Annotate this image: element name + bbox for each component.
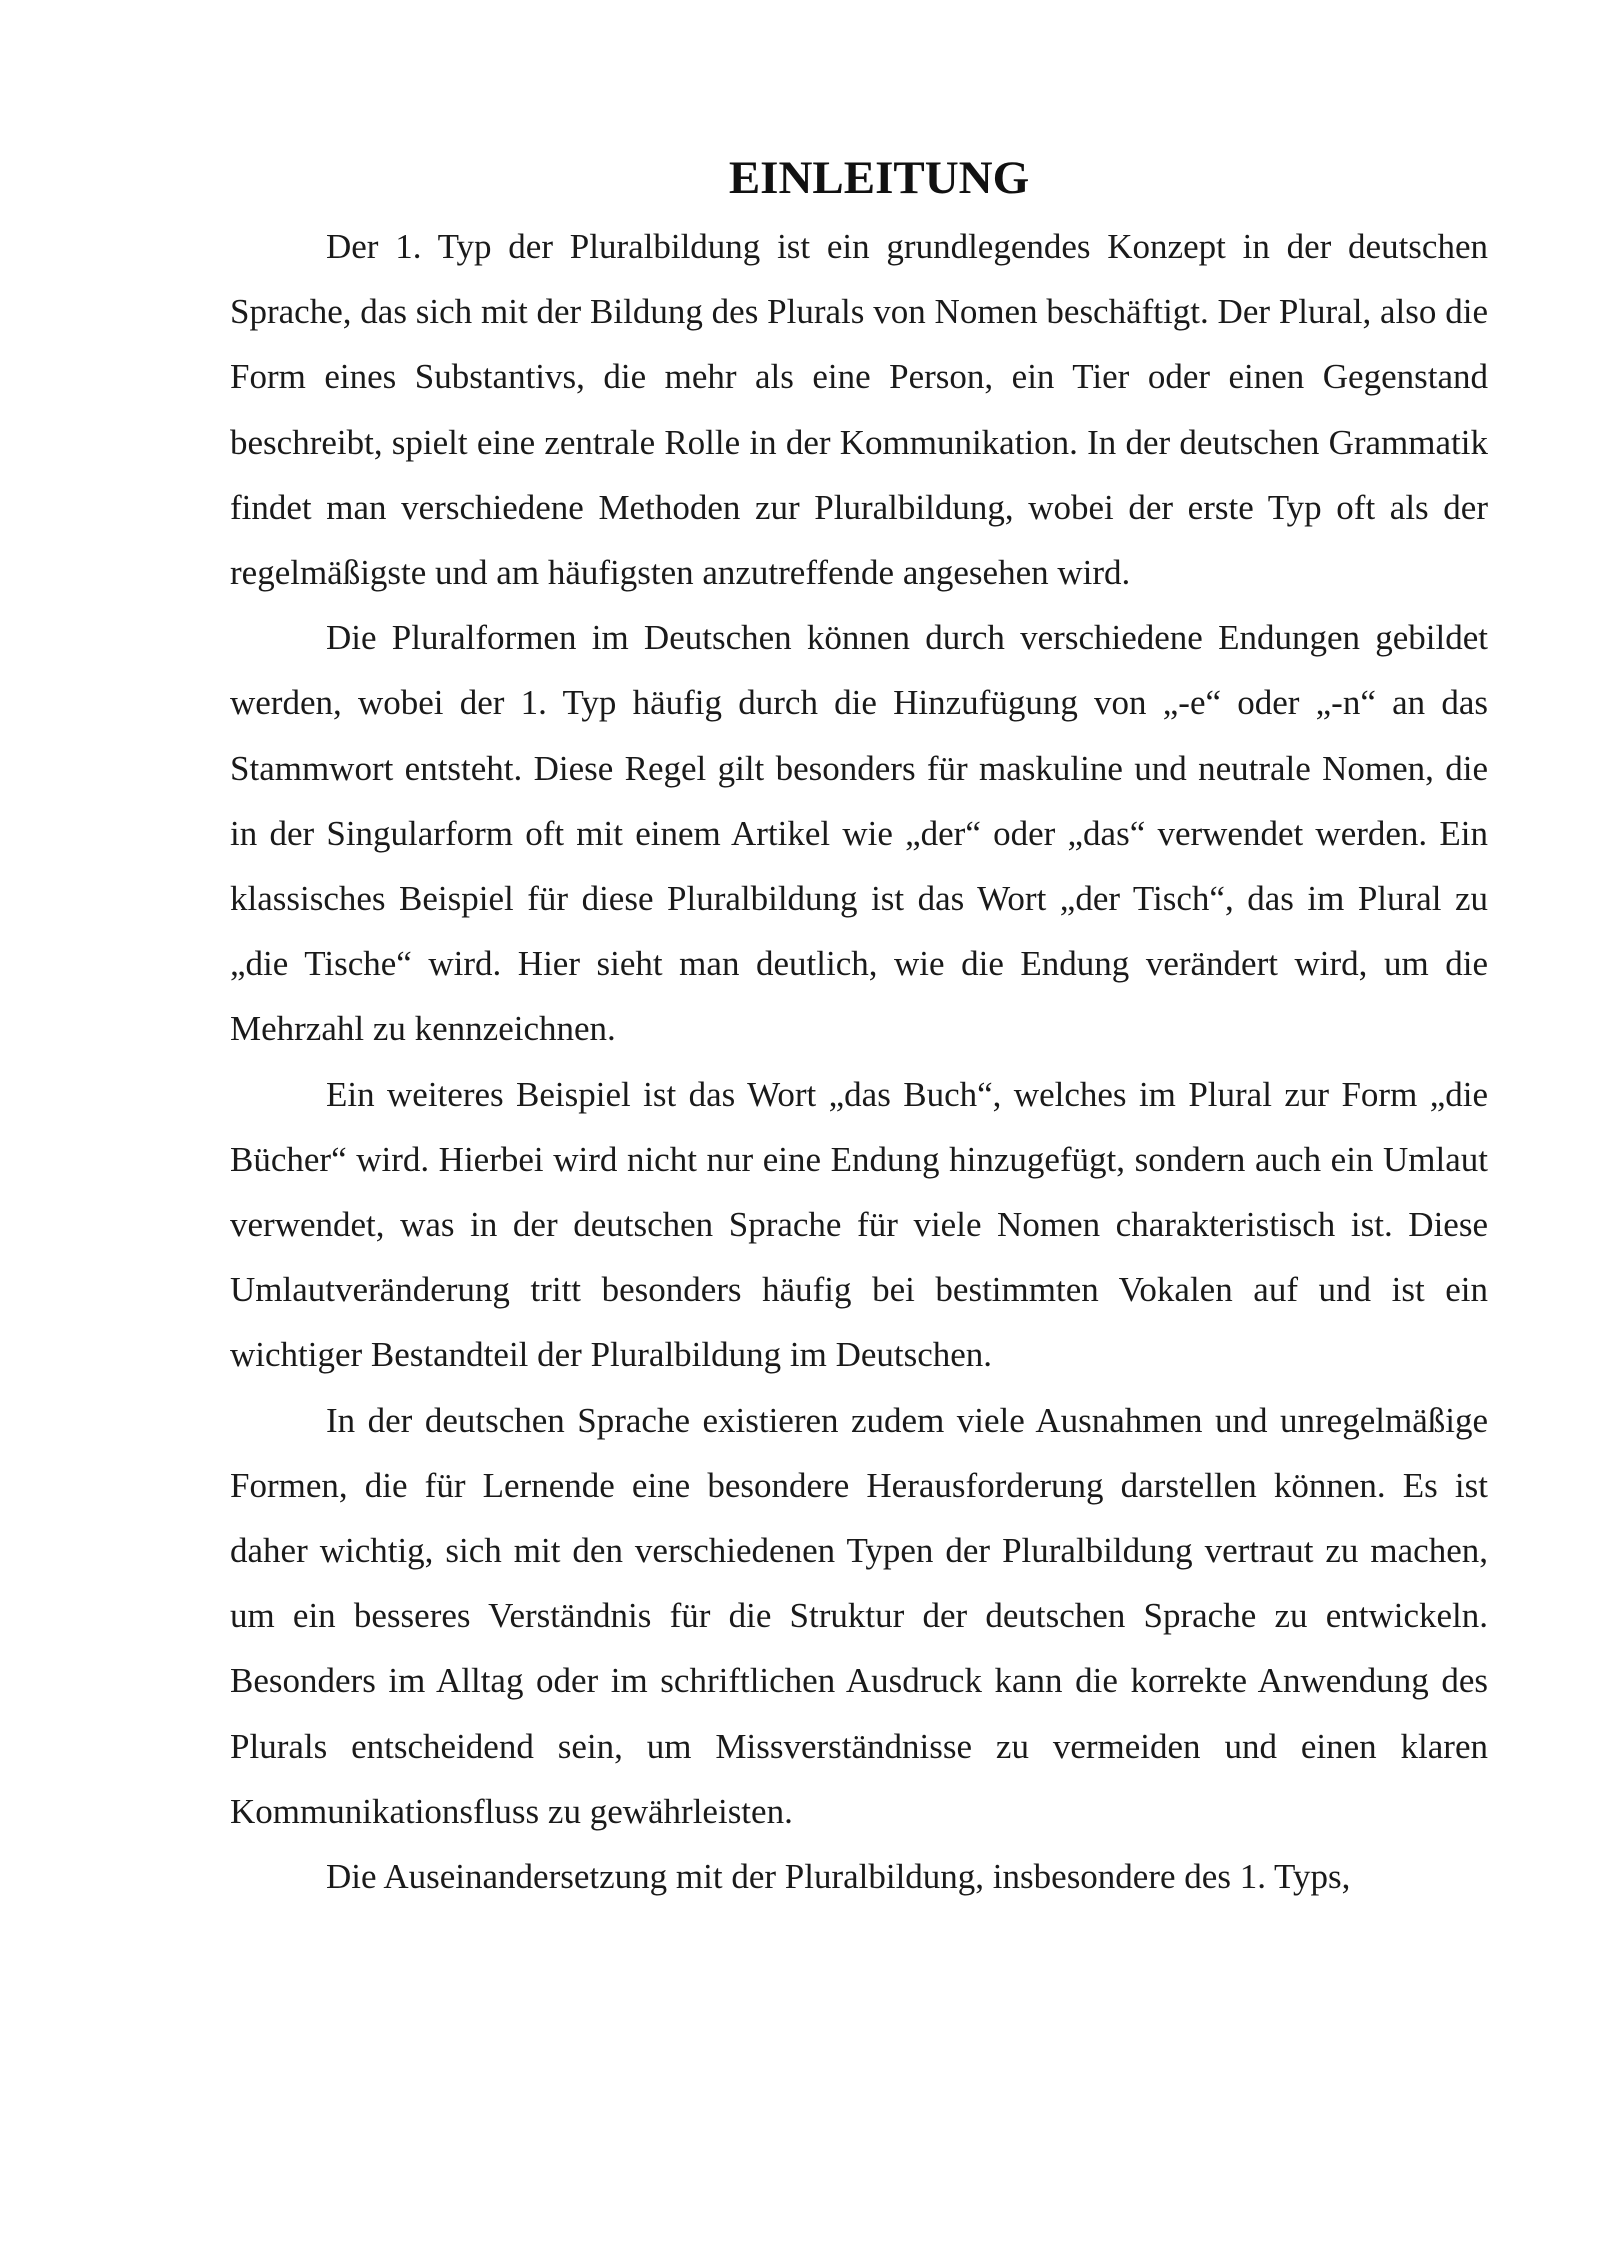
paragraph-5: Die Auseinandersetzung mit der Pluralbildung, insbesondere des 1. Typs, [326,1857,1351,1897]
document-page [230,150,1488,1909]
paragraph-2: Die Pluralformen im Deutschen können durch verschiedene Endungen gebildet werden, wobei der 1. Typ häufig durch die Hinzufügung von „-e“ oder „-n“ an das Stammwort entsteht. Diese Regel gilt besonders für maskuline und neutrale Nomen, die in der Singularform oft mit einem Artikel wie „der“ oder „das“ verwendet werden. Ein klassisches Beispiel für diese Pluralbildung ist das Wort „der Tisch“, das im Plural zu „die Tische“ wird. Hier sieht man deutlich, wie die Endung verändert wird, um die Mehrzahl zu kennzeichnen. [230,618,1488,1049]
paragraph-4: In der deutschen Sprache existieren zudem viele Ausnahmen und unregelmäßige Formen, die für Lernende eine besondere Herausforderung darstellen können. Es ist daher wichtig, sich mit den verschiedenen Typen der Pluralbildung vertraut zu machen, um ein besseres Verständnis für die Struktur der deutschen Sprache zu entwickeln. Besonders im Alltag oder im schriftlichen Ausdruck kann die korrekte Anwendung des Plurals entscheidend sein, um Missverständnisse zu vermeiden und einen klaren Kommunikationsfluss zu gewährleisten. [230,1400,1488,1831]
paragraph-3: Ein weiteres Beispiel ist das Wort „das Buch“, welches im Plural zur Form „die Bücher“ wird. Hierbei wird nicht nur eine Endung hinzugefügt, sondern auch ein Umlaut verwendet, was in der deutschen Sprache für viele Nomen charakteristisch ist. Diese Umlautveränderung tritt besonders häufig bei bestimmten Vokalen auf und ist ein wichtiger Bestandteil der Pluralbildung im Deutschen. [230,1074,1488,1375]
document-title: EINLEITUNG [728,152,1030,204]
paragraph-1: Der 1. Typ der Pluralbildung ist ein grundlegendes Konzept in der deutschen Sprache, das sich mit der Bildung des Plurals von Nomen beschäftigt. Der Plural, also die Form eines Substantivs, die mehr als eine Person, ein Tier oder einen Gegenstand beschreibt, spielt eine zentrale Rolle in der Kommunikation. In der deutschen Grammatik findet man verschiedene Methoden zur Pluralbildung, wobei der erste Typ oft als der regelmäßigste und am häufigsten anzutreffende angesehen wird. [230,227,1488,593]
